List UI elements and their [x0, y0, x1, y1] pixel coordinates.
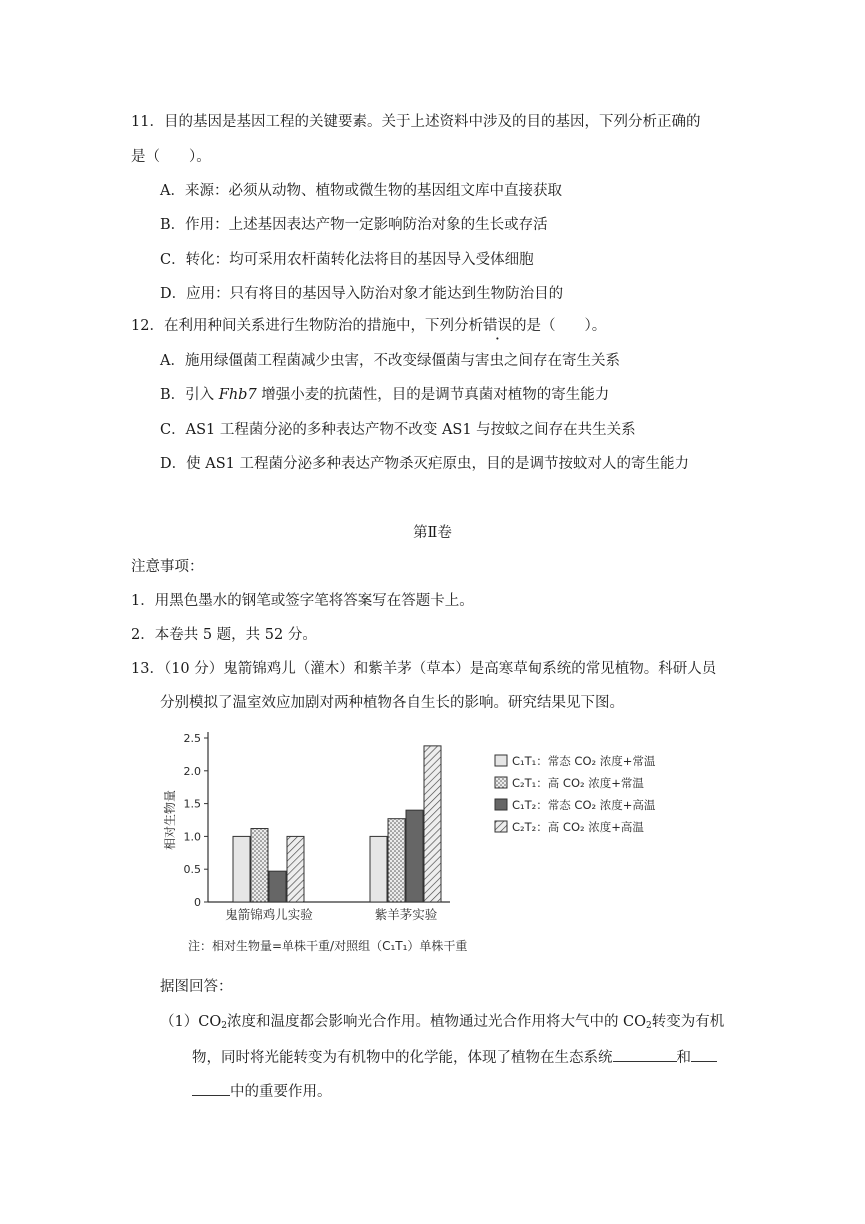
- y-tick-label: 2.0: [183, 764, 201, 778]
- bar-1-3: [269, 871, 286, 902]
- q12-stem-emphasis: 错误: [482, 318, 512, 334]
- bar-2-3: [406, 810, 423, 902]
- q11-option-a: A．来源：必须从动物、植物或微生物的基因组文库中直接获取: [160, 183, 562, 199]
- q12-option-a: A．施用绿僵菌工程菌减少虫害，不改变绿僵菌与害虫之间存在寄生关系: [160, 353, 620, 369]
- bar-2-1: [370, 836, 387, 902]
- category-label: 紫羊茅实验: [374, 907, 438, 922]
- legend-label: C₁T₂：常态 CO₂ 浓度+高温: [512, 798, 656, 812]
- notice-item-1: 1．用黑色墨水的钢笔或签字笔将答案写在答题卡上。: [131, 593, 474, 609]
- q13-part1-line2: [192, 1047, 717, 1068]
- q12-option-b-pre: B．引入: [160, 387, 219, 403]
- bar-1-4: [287, 836, 304, 902]
- legend-swatch: [495, 755, 507, 766]
- legend-label: C₂T₂：高 CO₂ 浓度+高温: [512, 820, 644, 834]
- q13-part1-a: （1）CO: [160, 1014, 222, 1030]
- chart-x-labels: [225, 907, 437, 922]
- co2-subscript-2: 2: [646, 1021, 652, 1031]
- q12-option-b: [160, 385, 609, 405]
- co2-subscript-1: 2: [221, 1021, 227, 1031]
- legend-swatch: [495, 777, 507, 788]
- answer-blank-1[interactable]: [613, 1047, 677, 1062]
- bar-2-4: [424, 746, 441, 902]
- bar-2-2: [388, 819, 405, 902]
- answer-blank-2-end[interactable]: [192, 1081, 230, 1096]
- q12-option-d: D．使 AS1 工程菌分泌多种表达产物杀灭疟原虫，目的是调节按蚊对人的寄生能力: [160, 456, 689, 472]
- q11-stem-line1: 11．目的基因是基因工程的关键要素。关于上述资料中涉及的目的基因，下列分析正确的: [131, 114, 701, 130]
- chart-legend: [495, 754, 656, 834]
- q13-part1-line3: [192, 1081, 332, 1102]
- biomass-chart: [150, 722, 690, 962]
- chart-bars: [233, 746, 441, 902]
- q12-stem: [131, 316, 606, 336]
- q12-stem-pre: 12．在利用种间关系进行生物防治的措施中，下列分析: [131, 318, 483, 334]
- q11-option-b: B．作用：上述基因表达产物一定影响防治对象的生长或存活: [160, 217, 548, 233]
- q12-stem-post: 的是（ ）。: [511, 318, 607, 334]
- q11-option-d: D．应用：只有将目的基因导入防治对象才能达到生物防治目的: [160, 286, 564, 302]
- y-tick-label: 1.0: [183, 830, 201, 844]
- q11-option-c: C．转化：均可采用农杆菌转化法将目的基因导入受体细胞: [160, 252, 534, 268]
- bar-1-1: [233, 836, 250, 902]
- q13-stem-line2: 分别模拟了温室效应加剧对两种植物各自生长的影响。研究结果见下图。: [160, 695, 624, 711]
- q12-option-b-post: 增强小麦的抗菌性，目的是调节真菌对植物的寄生能力: [256, 387, 610, 403]
- answer-blank-2-start[interactable]: [691, 1047, 717, 1062]
- q13-part1-and: 和: [676, 1050, 691, 1066]
- y-tick-label: 1.5: [183, 797, 201, 811]
- q13-part1-line2-text: 物，同时将光能转变为有机物中的化学能，体现了植物在生态系统: [192, 1050, 613, 1066]
- y-tick-label: 0: [194, 896, 201, 909]
- legend-swatch: [495, 799, 507, 810]
- q13-part1-line1: [160, 1012, 724, 1036]
- q12-option-c: C．AS1 工程菌分泌的多种表达产物不改变 AS1 与按蚊之间存在共生关系: [160, 422, 636, 438]
- q13-stem-line1: 13．（10 分）鬼箭锦鸡儿（灌木）和紫羊茅（草本）是高寒草甸系统的常见植物。科研人员: [131, 661, 717, 677]
- section-title: 第Ⅱ卷: [413, 525, 452, 541]
- bar-1-2: [251, 829, 268, 902]
- q12-option-b-gene: Fhb7: [218, 387, 257, 403]
- legend-label: C₁T₁：常态 CO₂ 浓度+常温: [512, 754, 656, 768]
- q13-part1-line3-text: 中的重要作用。: [230, 1084, 332, 1100]
- legend-label: C₂T₁：高 CO₂ 浓度+常温: [512, 776, 644, 790]
- y-tick-label: 2.5: [183, 732, 201, 745]
- q11-stem-line2: 是（ ）。: [131, 149, 211, 165]
- chart-y-axis-label: 相对生物量: [163, 789, 177, 851]
- q13-part1-b: 浓度和温度都会影响光合作用。植物通过光合作用将大气中的 CO: [226, 1014, 647, 1030]
- q13-prompt: 据图回答：: [160, 979, 233, 995]
- category-label: 鬼箭锦鸡儿实验: [225, 907, 313, 922]
- chart-note: 注：相对生物量=单株干重/对照组（C₁T₁）单株干重: [188, 939, 468, 953]
- y-tick-label: 0.5: [183, 863, 201, 877]
- notice-heading: 注意事项：: [131, 559, 204, 575]
- notice-item-2: 2．本卷共 5 题，共 52 分。: [131, 627, 317, 643]
- legend-swatch: [495, 821, 507, 832]
- q13-part1-c: 转变为有机: [651, 1014, 725, 1030]
